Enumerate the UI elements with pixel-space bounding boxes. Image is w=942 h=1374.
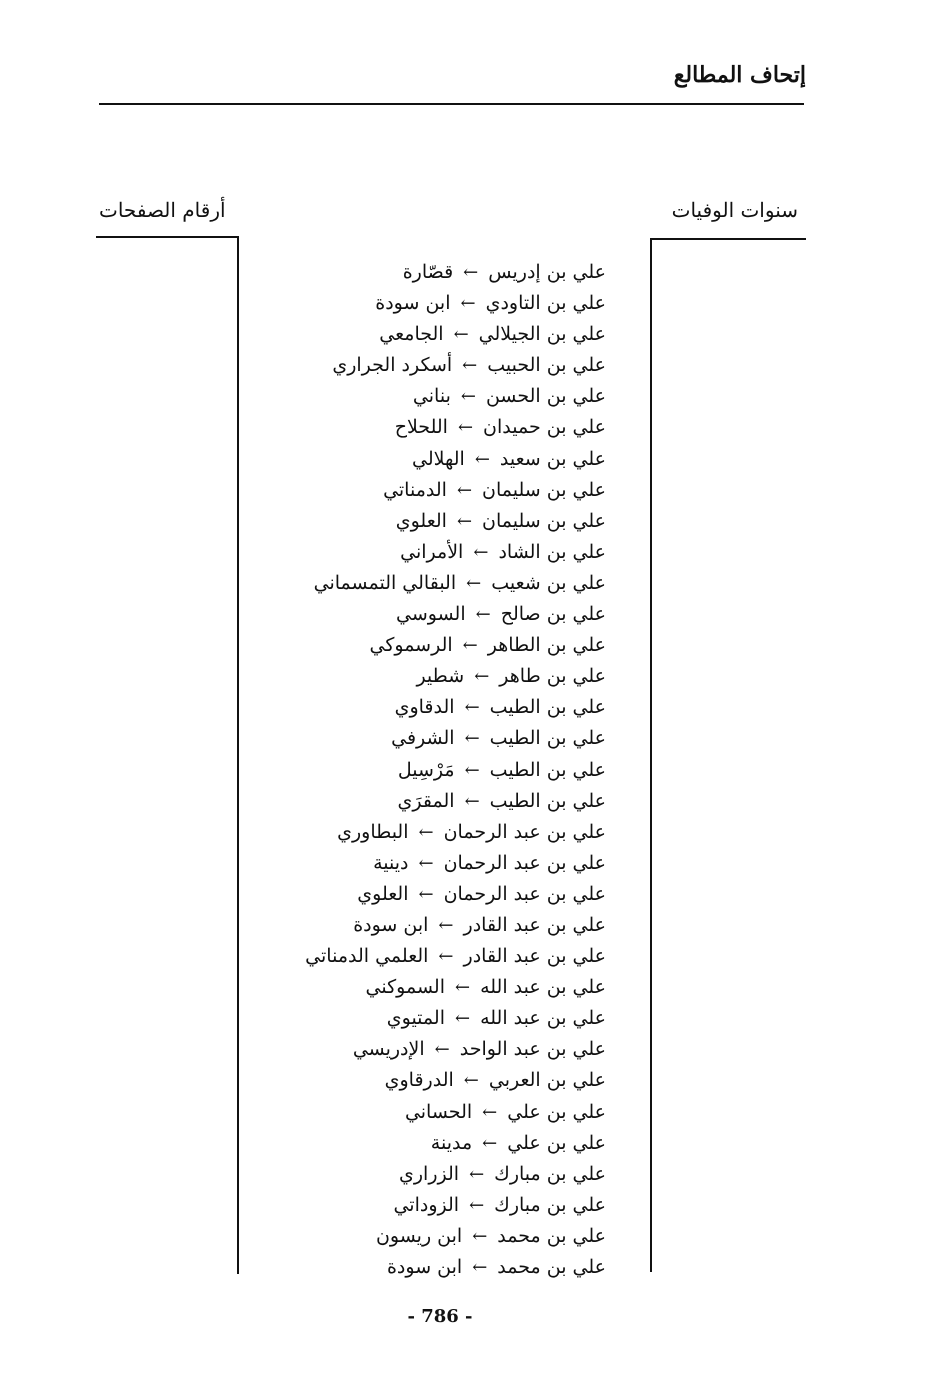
entry-name: علي بن الجيلالي xyxy=(478,323,606,346)
entry-reference: الزوداتي xyxy=(393,1193,460,1216)
arrow-left-icon: ← xyxy=(460,386,476,408)
arrow-left-icon: ← xyxy=(438,946,454,968)
arrow-left-icon: ← xyxy=(472,1257,488,1278)
entry-name: علي بن علي xyxy=(507,1131,606,1154)
index-entry xyxy=(305,817,606,848)
entry-name: علي بن عبد الرحمان xyxy=(443,851,606,874)
entry-reference: المقرَي xyxy=(397,789,455,812)
arrow-left-icon: ← xyxy=(475,604,491,626)
index-entry-list xyxy=(305,257,606,1283)
index-entry xyxy=(305,1190,606,1221)
index-entry xyxy=(305,941,606,972)
entry-name: علي بن عبد الله xyxy=(480,976,606,999)
arrow-left-icon: ← xyxy=(482,1101,498,1123)
entry-reference: ابن سودة xyxy=(353,913,429,936)
index-entry xyxy=(305,755,606,786)
index-entry xyxy=(305,723,606,754)
entry-reference: الشرفي xyxy=(391,727,455,750)
entry-name: علي بن سليمان xyxy=(482,478,606,501)
entry-name: علي بن الطيب xyxy=(489,758,606,781)
index-entry xyxy=(305,257,606,288)
index-entry xyxy=(305,350,606,381)
entry-name: علي بن التاودي xyxy=(485,292,606,315)
entry-reference: الدرقاوي xyxy=(384,1069,454,1092)
entry-name: علي بن الطيب xyxy=(489,727,606,750)
index-entry xyxy=(305,475,606,506)
entry-reference: أسكرد الجراري xyxy=(332,354,453,377)
arrow-left-icon: ← xyxy=(469,1163,485,1185)
entry-name: علي بن عبد الواحد xyxy=(459,1038,606,1061)
entry-reference: الأمراني xyxy=(400,540,464,563)
entry-reference: العلوي xyxy=(357,882,409,905)
entry-reference: الزراري xyxy=(399,1162,460,1185)
entry-reference: مدينة xyxy=(430,1131,473,1154)
arrow-left-icon: ← xyxy=(466,572,482,594)
arrow-left-icon: ← xyxy=(454,1008,471,1030)
index-entry xyxy=(305,1252,606,1283)
entry-name: علي بن مبارك xyxy=(494,1162,606,1185)
entry-reference: البطاوري xyxy=(337,820,409,843)
index-entry xyxy=(305,444,606,475)
arrow-left-icon: ← xyxy=(464,759,480,781)
arrow-left-icon: ← xyxy=(462,355,478,377)
entry-reference: قصّارة xyxy=(402,261,454,283)
entry-name: علي بن إدريس xyxy=(488,261,606,283)
index-entry xyxy=(305,288,606,319)
arrow-left-icon: ← xyxy=(418,821,434,843)
entry-name: علي بن عبد الله xyxy=(480,1007,606,1030)
index-entry xyxy=(305,381,606,412)
arrow-left-icon: ← xyxy=(472,1225,488,1247)
arrow-left-icon: ← xyxy=(454,977,471,999)
arrow-left-icon: ← xyxy=(453,324,469,346)
index-entry xyxy=(305,1128,606,1159)
entry-reference: الدقاوي xyxy=(394,696,455,719)
arrow-left-icon: ← xyxy=(460,293,476,315)
entry-name: علي بن عبد الرحمان xyxy=(443,820,606,843)
column-heading-death-years: سنوات الوفيات xyxy=(671,198,798,222)
index-entry xyxy=(305,1097,606,1128)
index-entry xyxy=(305,1034,606,1065)
index-entry xyxy=(305,537,606,568)
index-entry xyxy=(305,319,606,350)
entry-reference: ابن ريسون xyxy=(375,1224,463,1247)
arrow-left-icon: ← xyxy=(474,666,490,688)
entry-name: علي بن محمد xyxy=(497,1224,606,1247)
entry-reference: العلوي xyxy=(395,509,447,532)
arrow-left-icon: ← xyxy=(463,262,479,283)
arrow-left-icon: ← xyxy=(462,635,478,657)
arrow-left-icon: ← xyxy=(418,852,434,874)
index-entry xyxy=(305,1159,606,1190)
page-number: - 786 - xyxy=(407,1306,473,1327)
entry-reference: دينية xyxy=(373,851,409,874)
entry-name: علي بن عبد الرحمان xyxy=(443,882,606,905)
arrow-left-icon: ← xyxy=(464,697,480,719)
entry-reference: شطير xyxy=(416,665,465,688)
running-head-title: إتحاف المطالع xyxy=(673,62,806,88)
entry-name: علي بن الطاهر xyxy=(487,634,606,657)
entry-name: علي بن محمد xyxy=(497,1256,606,1278)
index-entry xyxy=(305,879,606,910)
entry-name: علي بن عبد القادر xyxy=(463,913,606,936)
entry-name: علي بن علي xyxy=(507,1100,606,1123)
entry-name: علي بن حميدان xyxy=(483,416,606,439)
entry-reference: السوسي xyxy=(396,603,466,626)
index-entry xyxy=(305,506,606,537)
entry-name: علي بن صالح xyxy=(500,603,606,626)
entry-reference: الدمناتي xyxy=(383,478,447,501)
entry-name: علي بن عبد القادر xyxy=(463,945,606,968)
entry-reference: مَرْسِيل xyxy=(397,758,455,781)
index-entry xyxy=(305,692,606,723)
entry-reference: العلمي الدمناتي xyxy=(305,945,429,968)
right-column-bracket xyxy=(650,238,806,1272)
entry-name: علي بن طاهر xyxy=(499,665,606,688)
entry-name: علي بن شعيب xyxy=(491,571,606,594)
entry-reference: الإدريسي xyxy=(352,1038,425,1061)
index-entry xyxy=(305,1221,606,1252)
entry-reference: السموكني xyxy=(365,976,445,999)
index-entry xyxy=(305,661,606,692)
index-entry xyxy=(305,630,606,661)
arrow-left-icon: ← xyxy=(473,541,489,563)
index-entry xyxy=(305,786,606,817)
arrow-left-icon: ← xyxy=(418,883,434,905)
arrow-left-icon: ← xyxy=(456,510,473,532)
entry-reference: البقالي التمسماني xyxy=(313,571,457,594)
entry-reference: الهلالي xyxy=(412,447,465,470)
entry-name: علي بن الطيب xyxy=(489,696,606,719)
column-heading-page-numbers: أرقام الصفحات xyxy=(99,198,226,222)
index-entry xyxy=(305,1065,606,1096)
entry-reference: اللحلاح xyxy=(394,416,448,439)
header-rule xyxy=(99,103,804,105)
entry-name: علي بن سعيد xyxy=(499,447,606,470)
entry-reference: الحساني xyxy=(404,1100,473,1123)
arrow-left-icon: ← xyxy=(482,1132,498,1154)
entry-reference: الجامعي xyxy=(379,323,444,346)
left-column-bracket xyxy=(96,236,239,1274)
index-entry xyxy=(305,599,606,630)
arrow-left-icon: ← xyxy=(457,417,474,439)
arrow-left-icon: ← xyxy=(463,1070,479,1092)
entry-name: علي بن الحبيب xyxy=(487,354,606,377)
index-entry xyxy=(305,568,606,599)
entry-reference: المتيوي xyxy=(386,1007,445,1030)
entry-reference: بناني xyxy=(412,385,451,408)
entry-name: علي بن العربي xyxy=(488,1069,606,1092)
index-entry xyxy=(305,910,606,941)
index-entry xyxy=(305,972,606,1003)
entry-name: علي بن الحسن xyxy=(485,385,606,408)
arrow-left-icon: ← xyxy=(456,479,473,501)
index-entry xyxy=(305,1003,606,1034)
entry-reference: الرسموكي xyxy=(369,634,453,657)
index-entry xyxy=(305,848,606,879)
arrow-left-icon: ← xyxy=(474,448,490,470)
arrow-left-icon: ← xyxy=(434,1039,450,1061)
entry-name: علي بن سليمان xyxy=(482,509,606,532)
arrow-left-icon: ← xyxy=(469,1194,485,1216)
entry-name: علي بن مبارك xyxy=(494,1193,606,1216)
entry-reference: ابن سودة xyxy=(386,1256,463,1278)
arrow-left-icon: ← xyxy=(464,790,480,812)
entry-reference: ابن سودة xyxy=(375,292,451,315)
arrow-left-icon: ← xyxy=(438,914,454,936)
index-entry xyxy=(305,412,606,443)
entry-name: علي بن الشاد xyxy=(498,540,606,563)
arrow-left-icon: ← xyxy=(464,728,480,750)
entry-name: علي بن الطيب xyxy=(489,789,606,812)
